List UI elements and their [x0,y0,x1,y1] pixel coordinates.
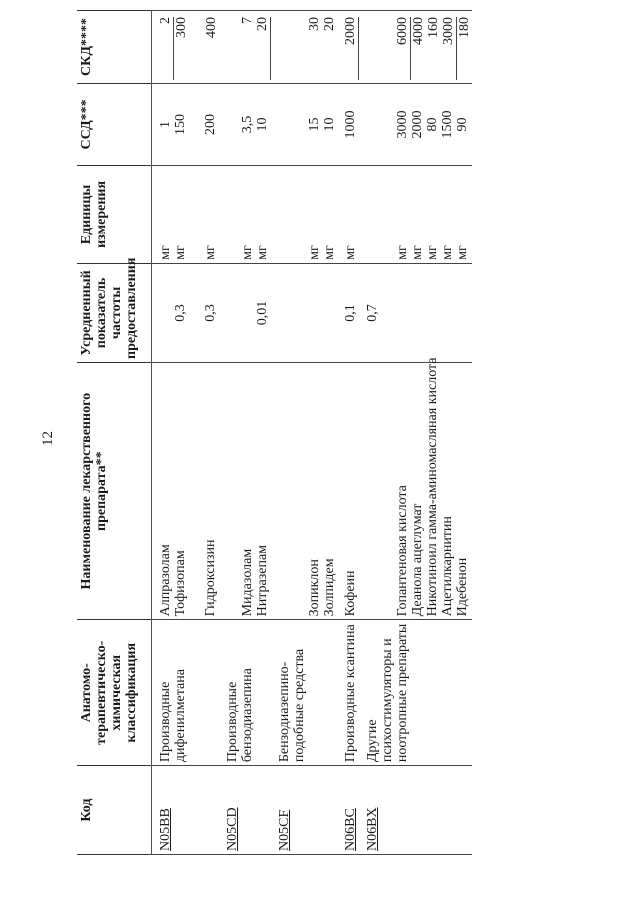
cell-drug: Мидазолам Нитразепам [219,362,271,619]
header-row [77,11,152,855]
header-skd: СКД**** [77,11,152,84]
cell-drug: Кофеин [337,362,359,619]
table-row [337,11,359,855]
cell-skd: 2000 [337,11,359,84]
cell-skd: 6000 4000 160 3000 180 [359,11,472,84]
cell-atc: Производные бензодиазепина [219,620,271,766]
cell-code: N05BB [152,766,220,855]
cell-ssd: 3,5 10 [219,83,271,165]
cell-unit: мг [337,165,359,263]
cell-unit: мг мг [219,165,271,263]
cell-code: N06BX [359,766,472,855]
cell-atc: Другие психостимуляторы и ноотропные препараты [359,620,472,766]
table-row [219,11,271,855]
cell-drug: Зопиклон Золпидем [271,362,337,619]
cell-freq: 0,3 0,3 [152,263,220,362]
cell-freq: 0,1 [337,263,359,362]
table-row [271,11,337,855]
drug-table [77,10,472,855]
cell-ssd: 1000 [337,83,359,165]
header-drug: Наименование лекарственного препарата** [77,362,152,619]
cell-atc: Производные ксантина [337,620,359,766]
cell-freq: 0,7 [359,263,472,362]
cell-ssd: 3000 2000 80 1500 90 [359,83,472,165]
cell-drug: Гопантеновая кислота Деанола ацеглумат Никотиноил гамма-аминомасляная кислота Ацетилкарнитин Идебенон [359,362,472,619]
cell-code: N05CF [271,766,337,855]
table-row [359,11,472,855]
cell-skd: 2 300 400 [152,11,220,84]
rotated-table-container [77,10,640,855]
header-freq: Усредненный показатель частоты предоставления [77,263,152,362]
cell-ssd: 15 10 [271,83,337,165]
cell-code: N05CD [219,766,271,855]
header-code: Код [77,766,152,855]
page-number: 12 [40,431,56,446]
cell-code: N06BC [337,766,359,855]
cell-ssd: 1 150 200 [152,83,220,165]
header-atc: Анатомо-терапевтическо-химическая классификация [77,620,152,766]
cell-skd: 7 20 [219,11,271,84]
cell-unit: мг мг мг мг мг [359,165,472,263]
cell-skd: 30 20 [271,11,337,84]
cell-atc: Производные дифенилметана [152,620,220,766]
cell-drug: Алпразолам Тофизопам Гидроксизин [152,362,220,619]
cell-unit: мг мг мг [152,165,220,263]
header-ssd: ССД*** [77,83,152,165]
cell-unit: мг мг [271,165,337,263]
header-unit: Единицы измерения [77,165,152,263]
cell-atc: Бензодиазепино-подобные средства [271,620,337,766]
table-row [152,11,220,855]
cell-freq [271,263,337,362]
cell-freq: 0,01 [219,263,271,362]
